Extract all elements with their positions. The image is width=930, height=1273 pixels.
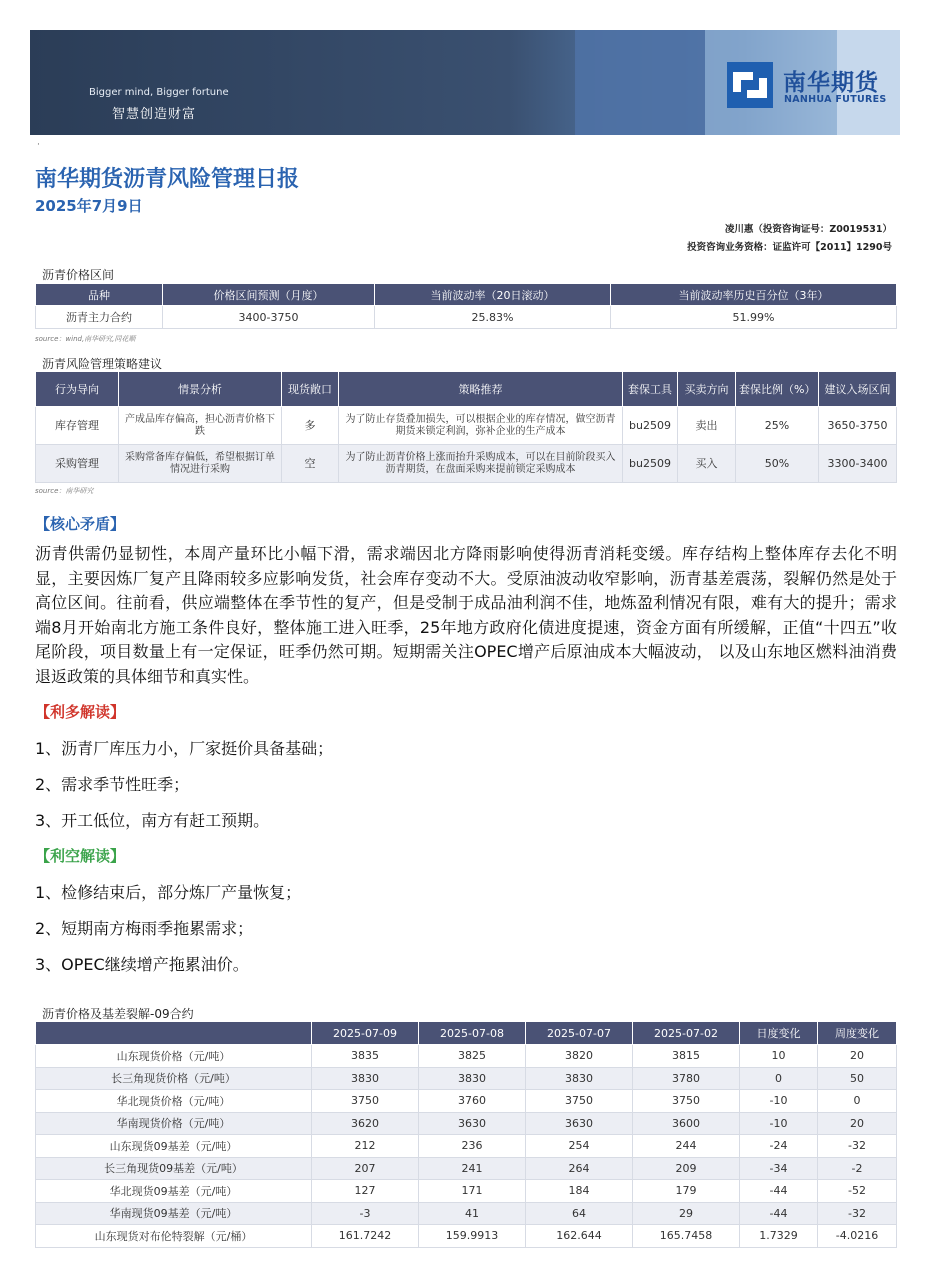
table-cell: 161.7242: [312, 1225, 419, 1248]
list-item: 1、检修结束后，部分炼厂产量恢复；: [35, 883, 302, 902]
column-header: 当前波动率（20日滚动）: [375, 284, 611, 306]
table-cell: 241: [419, 1157, 526, 1180]
table-cell: 华北现货09基差（元/吨）: [36, 1180, 312, 1203]
list-item: 2、短期南方梅雨季拖累需求；: [35, 919, 254, 938]
table-cell: 29: [633, 1202, 740, 1225]
table-cell: 采购管理: [36, 445, 119, 483]
table-cell: -32: [818, 1135, 897, 1158]
table-cell: 3650-3750: [819, 407, 897, 445]
table-cell: 212: [312, 1135, 419, 1158]
table-cell: -32: [818, 1202, 897, 1225]
price-range-table: [35, 283, 897, 329]
table-row: [36, 1157, 897, 1180]
table-cell: 184: [526, 1180, 633, 1203]
table-cell: 25.83%: [375, 306, 611, 329]
core-paragraph: 沥青供需仍显韧性，本周产量环比小幅下滑，需求端因北方降雨影响使得沥青消耗变缓。库存结构上整体库存去化不明显，主要因炼厂复产且降雨较多应影响发货，社会库存变动不大。受原油波动收窄影响，沥青基差震荡，裂解仍然是处于高位区间。往前看，供应端整体在季节性的复产，但是受制于成品油利润不佳，地炼盈利情况有限，难有大的提升；需求端8月开始南北方施工条件良好，整体施工进入旺季，25年地方政府化债进度提速，资金方面有所缓解，正值“十四五”收尾阶段，项目数量上有一定保证，旺季仍然可期。短期需关注OPEC增产后原油成本大幅波动， 以及山东地区燃料油消费退返政策的具体细节和真实性。: [35, 544, 897, 686]
list-item: 3、开工低位，南方有赶工预期。: [35, 811, 270, 830]
table-cell: 3815: [633, 1045, 740, 1068]
table-cell: 162.644: [526, 1225, 633, 1248]
column-header: 2025-07-08: [419, 1022, 526, 1045]
table-cell: 华南现货价格（元/吨）: [36, 1112, 312, 1135]
nanhua-logo-icon: [727, 62, 773, 108]
column-header: 现货敞口: [282, 372, 339, 407]
table-cell: 3400-3750: [163, 306, 375, 329]
table-cell: 64: [526, 1202, 633, 1225]
table-cell: 3620: [312, 1112, 419, 1135]
table-cell: 3760: [419, 1090, 526, 1113]
table-cell: 3750: [633, 1090, 740, 1113]
table-cell: 209: [633, 1157, 740, 1180]
table-cell: 3630: [526, 1112, 633, 1135]
table-cell: 236: [419, 1135, 526, 1158]
column-header: [36, 1022, 312, 1045]
table-cell: 产成品库存偏高，担心沥青价格下跌: [119, 407, 282, 445]
table-header-row: [36, 1022, 897, 1045]
table-cell: 3825: [419, 1045, 526, 1068]
table-cell: 159.9913: [419, 1225, 526, 1248]
table-cell: 0: [740, 1067, 818, 1090]
table-cell: 华南现货09基差（元/吨）: [36, 1202, 312, 1225]
column-header: 建议入场区间: [819, 372, 897, 407]
column-header: 情景分析: [119, 372, 282, 407]
price-range-caption: 沥青价格区间: [42, 268, 115, 282]
table-cell: 50%: [736, 445, 819, 483]
table-cell: 库存管理: [36, 407, 119, 445]
column-header: 周度变化: [818, 1022, 897, 1045]
table-cell: 3750: [526, 1090, 633, 1113]
list-item: 1、沥青厂库压力小，厂家挺价具备基础；: [35, 739, 334, 758]
list-item: 3、OPEC继续增产拖累油价。: [35, 955, 249, 974]
table-cell: 3780: [633, 1067, 740, 1090]
table-cell: -4.0216: [818, 1225, 897, 1248]
table-cell: 卖出: [678, 407, 736, 445]
table-cell: 3835: [312, 1045, 419, 1068]
table-row: [36, 1180, 897, 1203]
table-row: [36, 306, 897, 329]
table-cell: 1.7329: [740, 1225, 818, 1248]
strategy-caption: 沥青风险管理策略建议: [42, 357, 163, 371]
table-row: [36, 445, 897, 483]
analyst-credential: 凌川惠（投资咨询证号：Z0019531）: [724, 224, 892, 235]
table-cell: 179: [633, 1180, 740, 1203]
table-cell: 50: [818, 1067, 897, 1090]
report-title: 南华期货沥青风险管理日报: [35, 167, 300, 192]
table-cell: 3830: [419, 1067, 526, 1090]
table-cell: 244: [633, 1135, 740, 1158]
table-cell: 3600: [633, 1112, 740, 1135]
table-row: [36, 407, 897, 445]
table-cell: 为了防止沥青价格上涨而抬升采购成本，可以在目前阶段买入沥青期货，在盘面采购来提前锁定采购成本: [339, 445, 623, 483]
slogan-english: Bigger mind, Bigger fortune: [89, 87, 229, 98]
column-header: 套保比例（%）: [736, 372, 819, 407]
table-cell: bu2509: [623, 407, 678, 445]
column-header: 价格区间预测（月度）: [163, 284, 375, 306]
table-cell: 127: [312, 1180, 419, 1203]
table-cell: 0: [818, 1090, 897, 1113]
table-cell: 51.99%: [611, 306, 897, 329]
table-cell: 254: [526, 1135, 633, 1158]
source-note: source：wind,南华研究,同花顺: [35, 335, 136, 343]
table-cell: 空: [282, 445, 339, 483]
table-cell: -44: [740, 1180, 818, 1203]
table-cell: 买入: [678, 445, 736, 483]
table-cell: -44: [740, 1202, 818, 1225]
table-cell: 10: [740, 1045, 818, 1068]
strategy-table: [35, 371, 897, 483]
table-cell: 为了防止存货叠加损失，可以根据企业的库存情况，做空沥青期货来锁定利润，弥补企业的生产成本: [339, 407, 623, 445]
table-row: [36, 1045, 897, 1068]
table-cell: 25%: [736, 407, 819, 445]
column-header: 当前波动率历史百分位（3年）: [611, 284, 897, 306]
table-cell: -24: [740, 1135, 818, 1158]
table-cell: -3: [312, 1202, 419, 1225]
table-cell: 3820: [526, 1045, 633, 1068]
table-cell: 3630: [419, 1112, 526, 1135]
column-header: 策略推荐: [339, 372, 623, 407]
table-row: [36, 1090, 897, 1113]
column-header: 日度变化: [740, 1022, 818, 1045]
banner-stripe: [575, 30, 705, 135]
column-header: 买卖方向: [678, 372, 736, 407]
table-cell: 长三角现货价格（元/吨）: [36, 1067, 312, 1090]
bullish-heading: 【利多解读】: [35, 703, 126, 721]
table-row: [36, 1225, 897, 1248]
table-cell: 采购常备库存偏低，希望根据订单情况进行采购: [119, 445, 282, 483]
header-banner: [30, 30, 900, 135]
table-cell: 207: [312, 1157, 419, 1180]
logo-text-en: NANHUA FUTURES: [784, 94, 887, 105]
table-cell: 山东现货对布伦特裂解（元/桶）: [36, 1225, 312, 1248]
table-cell: -2: [818, 1157, 897, 1180]
table-row: [36, 1112, 897, 1135]
table-cell: 3830: [312, 1067, 419, 1090]
column-header: 2025-07-02: [633, 1022, 740, 1045]
report-date: 2025年7月9日: [35, 197, 143, 215]
list-item: 2、需求季节性旺季；: [35, 775, 190, 794]
bearish-heading: 【利空解读】: [35, 847, 126, 865]
table-header-row: [36, 372, 897, 407]
table-cell: 多: [282, 407, 339, 445]
table-row: [36, 1067, 897, 1090]
column-header: 行为导向: [36, 372, 119, 407]
table-cell: -10: [740, 1090, 818, 1113]
column-header: 2025-07-07: [526, 1022, 633, 1045]
table-cell: 3750: [312, 1090, 419, 1113]
logo-text-cn: 南华期货: [783, 70, 879, 96]
core-heading: 【核心矛盾】: [35, 515, 126, 533]
table-cell: 3830: [526, 1067, 633, 1090]
table-cell: 20: [818, 1112, 897, 1135]
basis-caption: 沥青价格及基差裂解-09合约: [42, 1007, 194, 1021]
table-cell: 沥青主力合约: [36, 306, 163, 329]
table-cell: 3300-3400: [819, 445, 897, 483]
table-row: [36, 1135, 897, 1158]
table-header-row: [36, 284, 897, 306]
table-cell: -52: [818, 1180, 897, 1203]
table-cell: 171: [419, 1180, 526, 1203]
table-cell: 165.7458: [633, 1225, 740, 1248]
slogan-chinese: 智慧创造财富: [112, 107, 197, 122]
table-cell: 山东现货价格（元/吨）: [36, 1045, 312, 1068]
license-info: 投资咨询业务资格：证监许可【2011】1290号: [687, 242, 892, 253]
table-cell: -34: [740, 1157, 818, 1180]
table-cell: 264: [526, 1157, 633, 1180]
table-cell: -10: [740, 1112, 818, 1135]
table-cell: 华北现货价格（元/吨）: [36, 1090, 312, 1113]
table-cell: 山东现货09基差（元/吨）: [36, 1135, 312, 1158]
column-header: 2025-07-09: [312, 1022, 419, 1045]
column-header: 品种: [36, 284, 163, 306]
table-cell: 20: [818, 1045, 897, 1068]
table-cell: 41: [419, 1202, 526, 1225]
table-cell: bu2509: [623, 445, 678, 483]
source-note: source：南华研究: [35, 487, 94, 495]
table-cell: 长三角现货09基差（元/吨）: [36, 1157, 312, 1180]
basis-table: [35, 1021, 897, 1248]
bullet-dot: ·: [37, 140, 40, 150]
column-header: 套保工具: [623, 372, 678, 407]
table-row: [36, 1202, 897, 1225]
